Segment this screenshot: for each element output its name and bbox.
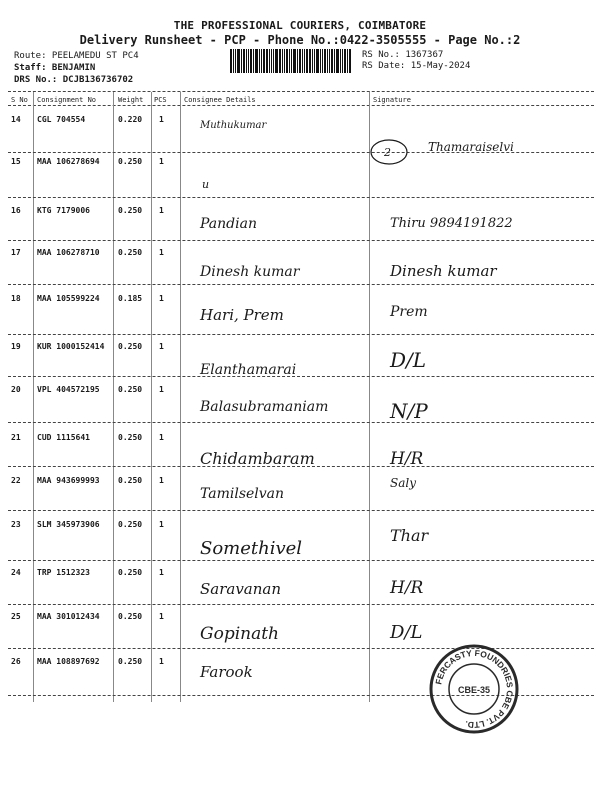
signature-handwriting: D/L [390, 348, 427, 372]
col-divider [369, 92, 370, 702]
col-divider [151, 92, 152, 702]
barcode-bar [344, 49, 346, 73]
barcode-bar [334, 49, 335, 73]
pieces-count: 1 [159, 385, 164, 394]
weight-value: 0.250 [118, 433, 143, 442]
barcode-bar [269, 49, 270, 73]
barcode-bar [282, 49, 283, 73]
weight-value: 0.250 [118, 612, 143, 621]
runsheet-subtitle: Delivery Runsheet - PCP - Phone No.:0422-3505555 - Page No.:2 [79, 33, 521, 47]
barcode-bar [230, 49, 232, 73]
barcode-bar [266, 49, 268, 73]
stamp-ring-text: FERCASTY FOUNDRIES CBE PVT. LTD. [433, 647, 516, 731]
barcode-bar [349, 49, 351, 73]
consignee-handwriting: Hari, Prem [200, 306, 284, 324]
row-divider [8, 334, 594, 335]
barcode-bar [347, 49, 348, 73]
serial-number: 19 [11, 342, 21, 351]
consignment-number: MAA 943699993 [37, 476, 100, 485]
row-divider [8, 604, 594, 605]
consignment-number: MAA 301012434 [37, 612, 100, 621]
pieces-count: 1 [159, 520, 164, 529]
pieces-count: 1 [159, 206, 164, 215]
serial-number: 14 [11, 115, 21, 124]
barcode-bar [237, 49, 240, 73]
barcode-bar [255, 49, 258, 73]
col-divider [33, 92, 34, 702]
barcode-bar [322, 49, 323, 73]
drs-number: DRS No.: DCJB136736702 [14, 75, 134, 85]
consignee-handwriting: Saravanan [200, 580, 282, 598]
barcode-bar [235, 49, 236, 73]
pieces-count: 1 [159, 612, 164, 621]
consignee-handwriting: Balasubramaniam [200, 399, 329, 415]
barcode-bar [291, 49, 292, 73]
barcode-bar [309, 49, 311, 73]
weight-value: 0.250 [118, 248, 143, 257]
consignee-handwriting: Tamilselvan [200, 486, 285, 502]
weight-value: 0.250 [118, 568, 143, 577]
consignee-handwriting: Dinesh kumar [200, 264, 300, 280]
pieces-count: 1 [159, 433, 164, 442]
barcode-bar [250, 49, 252, 73]
consignee-handwriting: Gopinath [200, 624, 279, 644]
col-header-signature: Signature [373, 96, 411, 104]
barcode-bar [331, 49, 333, 73]
barcode-bar [320, 49, 321, 73]
row-divider [8, 466, 594, 467]
weight-value: 0.250 [118, 520, 143, 529]
consignee-handwriting: Pandian [200, 216, 257, 232]
row-divider [8, 240, 594, 241]
consignee-handwriting: Farook [200, 663, 253, 681]
col-header-sno: S No [11, 96, 28, 104]
barcode-bar [314, 49, 315, 73]
barcode-bar [273, 49, 274, 73]
weight-value: 0.220 [118, 115, 143, 124]
weight-value: 0.250 [118, 385, 143, 394]
row-divider [8, 197, 594, 198]
serial-number: 26 [11, 657, 21, 666]
barcode-bar [233, 49, 234, 73]
serial-number: 23 [11, 520, 21, 529]
header-bottom-rule [8, 105, 594, 106]
weight-value: 0.250 [118, 342, 143, 351]
weight-value: 0.250 [118, 657, 143, 666]
staff-label: Staff: BENJAMIN [14, 63, 96, 73]
stamp-center-text: CBE-35 [457, 685, 491, 695]
row15-handwritten-mark: u [202, 178, 210, 191]
barcode-bar [299, 49, 301, 73]
weight-value: 0.250 [118, 206, 143, 215]
consignment-number: MAA 108897692 [37, 657, 100, 666]
serial-number: 25 [11, 612, 21, 621]
consignment-number: SLM 345973906 [37, 520, 100, 529]
serial-number: 16 [11, 206, 21, 215]
barcode-bar [243, 49, 245, 73]
weight-value: 0.250 [118, 157, 143, 166]
barcode-bar [246, 49, 247, 73]
col-header-weight: Weight [118, 96, 144, 104]
consignment-number: MAA 106278694 [37, 157, 100, 166]
signature-handwriting: Thiru 9894191822 [390, 216, 513, 231]
pieces-count: 1 [159, 157, 164, 166]
barcode-bar [340, 49, 341, 73]
barcode-bar [336, 49, 339, 73]
pieces-count: 1 [159, 248, 164, 257]
col-divider [113, 92, 114, 702]
barcode-bar [324, 49, 326, 73]
row-divider [8, 284, 594, 285]
signature-handwriting: Dinesh kumar [390, 262, 497, 280]
consignee-handwriting: Elanthamarai [200, 362, 297, 378]
serial-number: 24 [11, 568, 21, 577]
consignment-number: MAA 106278710 [37, 248, 100, 257]
weight-value: 0.250 [118, 476, 143, 485]
barcode-bar [279, 49, 281, 73]
barcode-bar [289, 49, 290, 73]
barcode-bar [248, 49, 249, 73]
barcode-bar [253, 49, 254, 73]
barcode-bar [327, 49, 328, 73]
company-title: THE PROFESSIONAL COURIERS, COIMBATORE [173, 19, 427, 32]
barcode-bar [271, 49, 272, 73]
col-divider [180, 92, 181, 702]
signature-handwriting: D/L [390, 622, 423, 643]
serial-number: 17 [11, 248, 21, 257]
barcode-bar [259, 49, 260, 73]
col-header-pcs: PCS [154, 96, 167, 104]
consignment-number: CGL 704554 [37, 115, 86, 124]
col-header-details: Consignee Details [184, 96, 256, 104]
barcode-bar [241, 49, 242, 73]
col-header-consignment: Consignment No [37, 96, 97, 104]
rs-number: RS No.: 1367367 [362, 50, 444, 60]
row14-circle-mark [368, 134, 410, 170]
row14-circle-number: 2 [384, 146, 391, 159]
barcode-bar [329, 49, 330, 73]
serial-number: 22 [11, 476, 21, 485]
signature-handwriting: Thamaraiselvi [428, 140, 514, 154]
row-divider [8, 560, 594, 561]
barcode-bar [306, 49, 308, 73]
serial-number: 15 [11, 157, 21, 166]
consignment-number: TRP 1512323 [37, 568, 90, 577]
serial-number: 20 [11, 385, 21, 394]
signature-handwriting: H/R [390, 578, 424, 598]
barcode-bar [316, 49, 319, 73]
barcode-bar [297, 49, 298, 73]
pieces-count: 1 [159, 476, 164, 485]
barcode-bar [261, 49, 262, 73]
barcode-bar [342, 49, 343, 73]
signature-handwriting: N/P [390, 399, 428, 423]
pieces-count: 1 [159, 115, 164, 124]
barcode-bar [312, 49, 313, 73]
signature-handwriting: Saly [390, 476, 416, 490]
consignee-handwriting: Chidambaram [200, 449, 315, 468]
row-divider [8, 510, 594, 511]
rs-date: RS Date: 15-May-2024 [362, 61, 471, 71]
signature-handwriting: Prem [390, 304, 428, 320]
pieces-count: 1 [159, 568, 164, 577]
barcode-bar [286, 49, 288, 73]
signature-handwriting: Thar [390, 526, 429, 545]
row-divider [8, 152, 594, 153]
pieces-count: 1 [159, 657, 164, 666]
consignment-number: VPL 404572195 [37, 385, 100, 394]
signature-handwriting: H/R [390, 449, 424, 469]
barcode-bar [284, 49, 285, 73]
consignment-number: KTG 7179006 [37, 206, 90, 215]
weight-value: 0.185 [118, 294, 143, 303]
pieces-count: 1 [159, 342, 164, 351]
serial-number: 21 [11, 433, 21, 442]
barcode-bar [275, 49, 278, 73]
serial-number: 18 [11, 294, 21, 303]
consignment-number: KUR 1000152414 [37, 342, 105, 351]
row-divider [8, 376, 594, 377]
company-seal-stamp [428, 643, 520, 735]
barcode-bar [293, 49, 296, 73]
consignment-number: MAA 105599224 [37, 294, 100, 303]
header-top-rule [8, 91, 594, 92]
pieces-count: 1 [159, 294, 164, 303]
consignment-number: CUD 1115641 [37, 433, 90, 442]
row-divider [8, 422, 594, 423]
route-label: Route: PEELAMEDU ST PC4 [14, 51, 139, 61]
barcode-bar [304, 49, 305, 73]
barcode [230, 49, 354, 73]
barcode-bar [302, 49, 303, 73]
consignee-handwriting: Somethivel [200, 538, 303, 559]
consignee-handwriting: Muthukumar [200, 120, 267, 131]
barcode-bar [263, 49, 265, 73]
